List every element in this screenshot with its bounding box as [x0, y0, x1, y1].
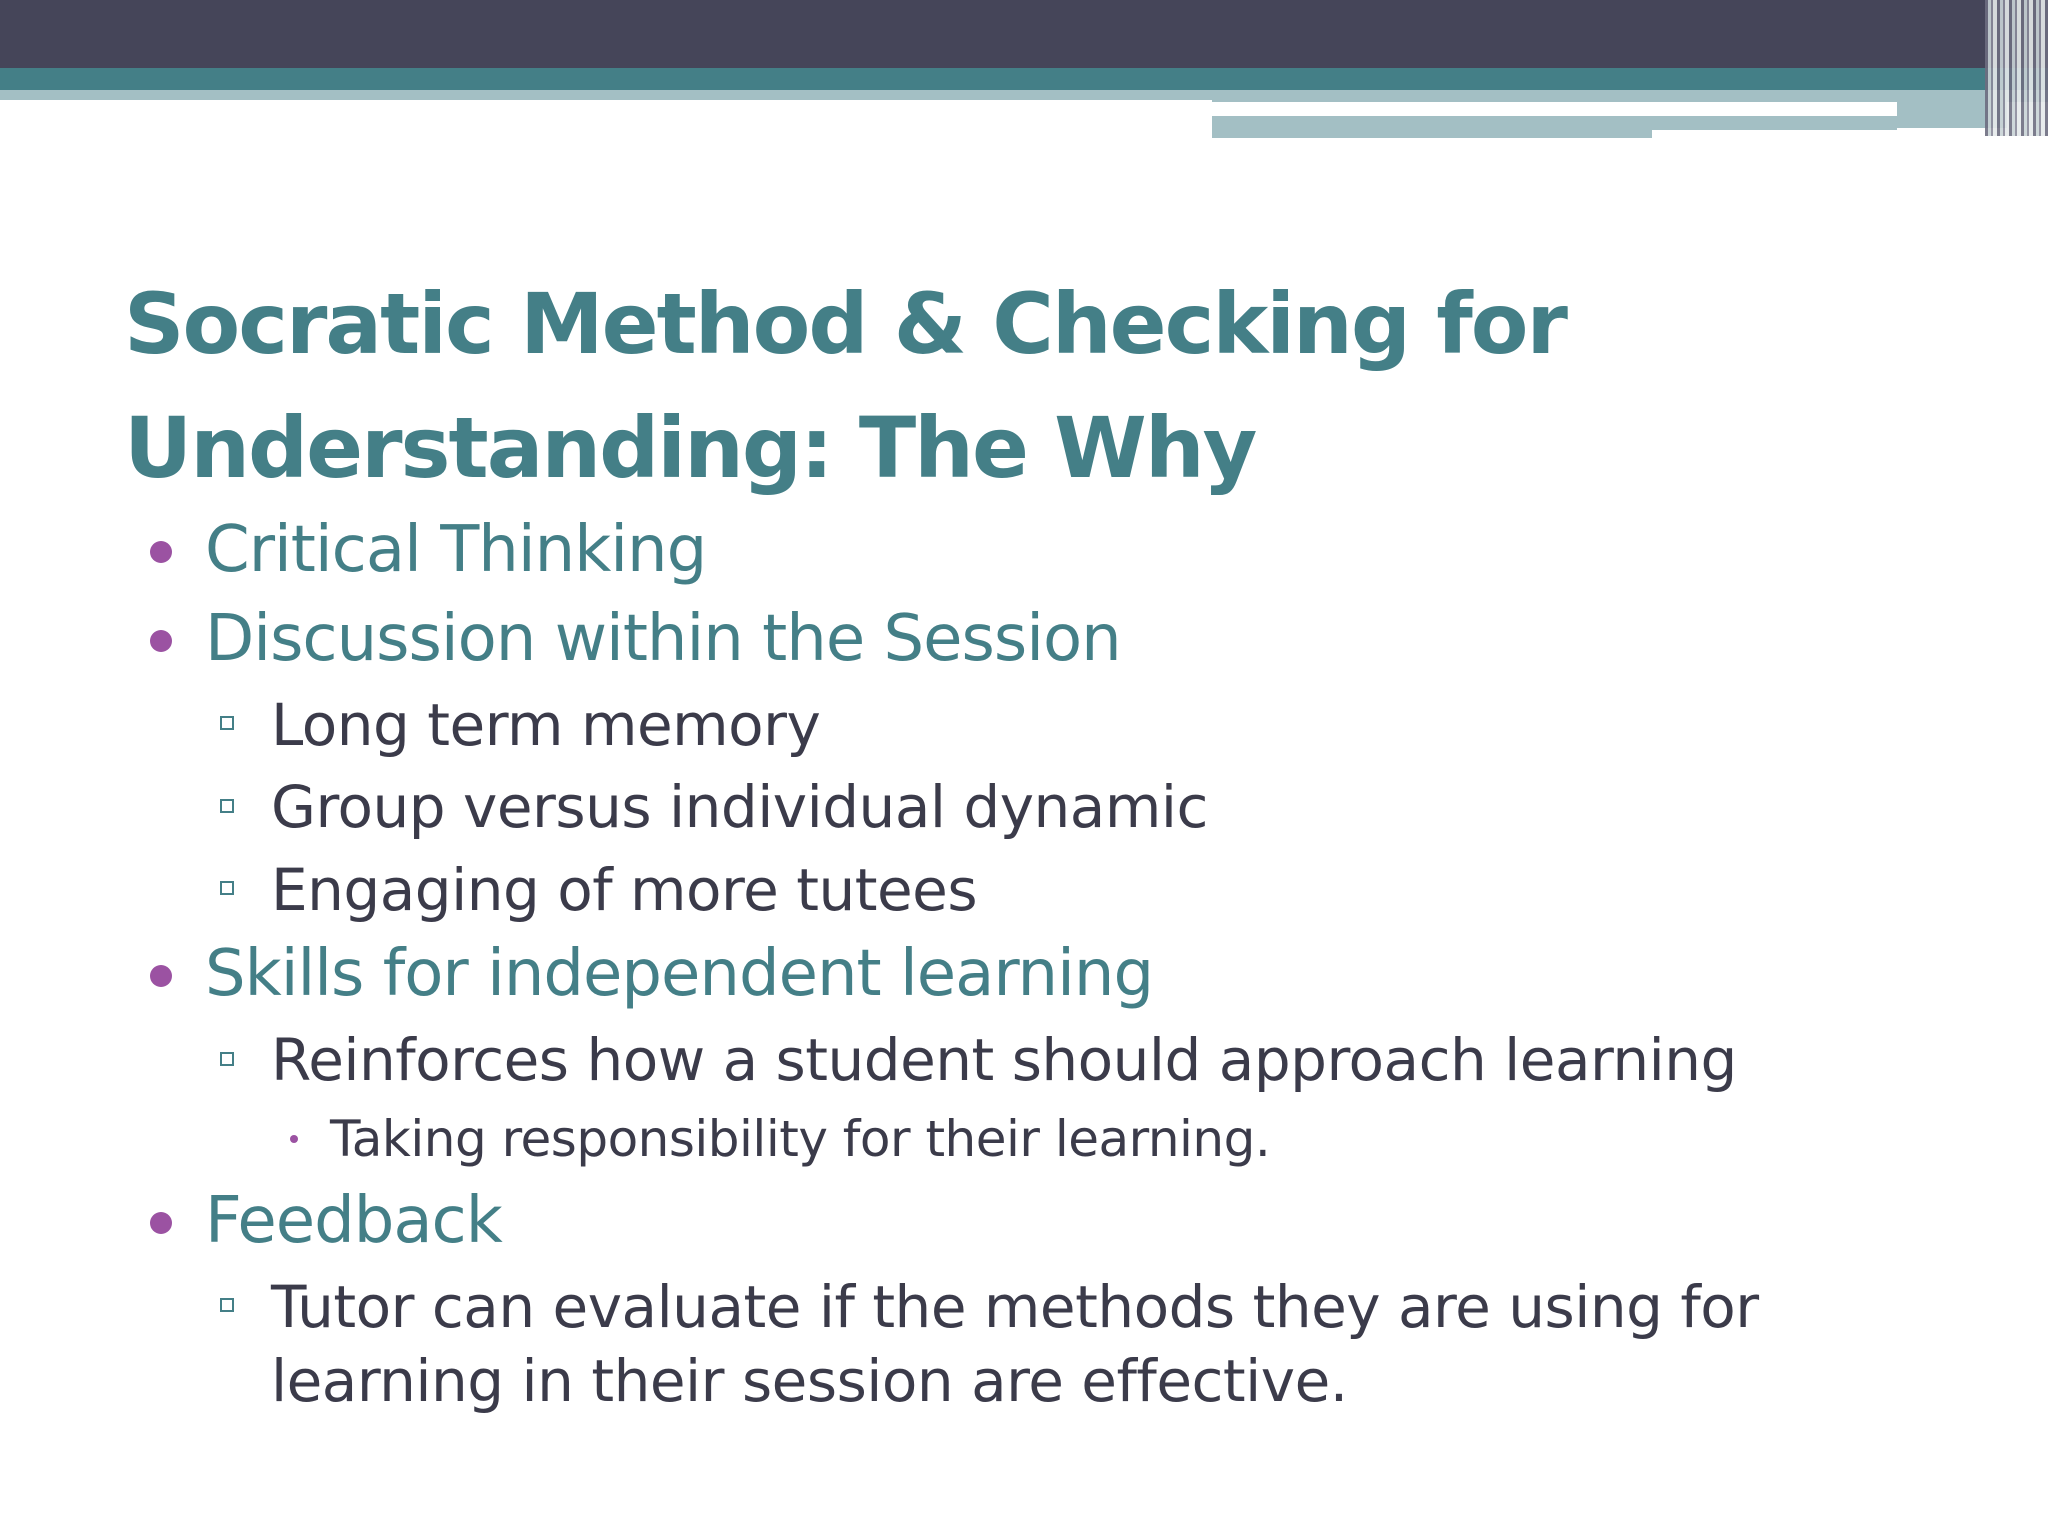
- bullet-independent-learning: Skills for independent learning: [205, 937, 1154, 1011]
- bullet-dot: [150, 1212, 172, 1234]
- sub-bullet-tutor-evaluate-line-1: Tutor can evaluate if the methods they are using for: [271, 1273, 1759, 1341]
- sub-bullet-square: [220, 881, 234, 895]
- sub-bullet-square: [220, 1298, 234, 1312]
- sub-bullet-square: [220, 799, 234, 813]
- bullet-dot: [150, 630, 172, 652]
- sub-bullet-long-term-memory: Long term memory: [271, 691, 821, 759]
- sub-bullet-group-dynamic: Group versus individual dynamic: [271, 773, 1208, 841]
- bullet-discussion: Discussion within the Session: [205, 602, 1121, 676]
- bullet-dot: [150, 541, 172, 563]
- sub-bullet-tutor-evaluate-line-2: learning in their session are effective.: [271, 1347, 1348, 1415]
- sub-bullet-engaging-tutees: Engaging of more tutees: [271, 856, 978, 924]
- sub-bullet-square: [220, 716, 234, 730]
- sub-bullet-square: [220, 1052, 234, 1066]
- sub-sub-bullet-responsibility: Taking responsibility for their learning.: [330, 1110, 1271, 1168]
- bullet-critical-thinking: Critical Thinking: [205, 513, 707, 587]
- title-line-2: Understanding: The Why: [124, 399, 1256, 497]
- sub-sub-bullet-dot: [290, 1135, 298, 1143]
- sub-bullet-reinforces: Reinforces how a student should approach learning: [271, 1026, 1737, 1094]
- bullet-dot: [150, 965, 172, 987]
- title-line-1: Socratic Method & Checking for: [124, 275, 1566, 373]
- bullet-feedback: Feedback: [205, 1184, 502, 1258]
